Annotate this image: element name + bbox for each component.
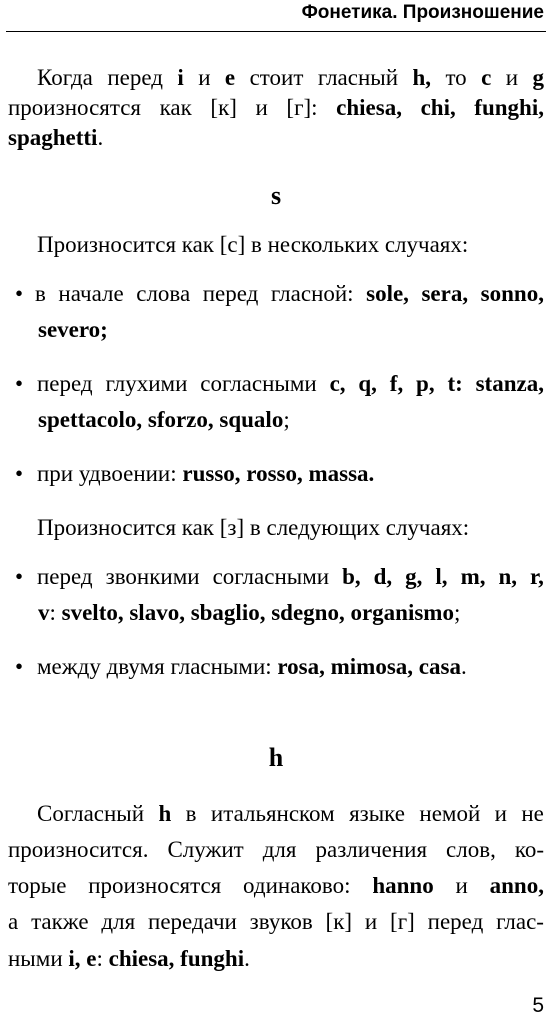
word: не — [521, 801, 544, 826]
letter: c, — [329, 371, 346, 396]
bullet-1-line-1 — [35, 280, 544, 307]
bullet-marker: • — [15, 564, 24, 589]
word: в — [35, 281, 46, 306]
word: и — [455, 873, 468, 898]
letter: p, — [416, 371, 435, 396]
example-word: stanza, — [475, 371, 544, 396]
example-words: russo, rosso, massa. — [182, 461, 375, 486]
bullet-text: между двумя гласными: — [37, 654, 278, 679]
letter-c: c — [481, 65, 492, 90]
word: перед — [107, 65, 163, 90]
letters: i, e — [68, 946, 97, 971]
word: гласной: — [270, 281, 354, 306]
word: и — [364, 909, 378, 934]
example-words: chiesa, funghi — [108, 946, 245, 971]
word: как — [159, 95, 192, 120]
punct: ; — [453, 600, 461, 625]
word: звонкими — [105, 564, 200, 589]
punct: . — [244, 946, 250, 971]
word: одинаково: — [243, 873, 351, 898]
example-word: hanno — [372, 873, 434, 898]
running-head: Фонетика. Произношение — [301, 2, 544, 23]
word: Служит — [167, 837, 244, 862]
word: ко- — [514, 837, 544, 862]
word: [г]: — [286, 95, 318, 120]
word: начале — [58, 281, 124, 306]
word: [к] — [210, 95, 237, 120]
word: глас- — [496, 909, 544, 934]
word: для — [262, 837, 297, 862]
example-word: sonno, — [480, 281, 544, 306]
word: Когда — [37, 65, 93, 90]
punct: . — [460, 654, 467, 679]
punct: . — [97, 125, 104, 150]
example-word: sole, — [366, 281, 409, 306]
example-word: anno, — [489, 873, 544, 898]
h-line-2 — [8, 836, 544, 863]
page-number: 5 — [532, 994, 544, 1017]
word: произносится. — [8, 837, 149, 862]
letter: g, — [405, 564, 423, 589]
s-voiceless-intro: Произносится как [с] в нескольких случаях: — [37, 232, 469, 257]
word: и — [198, 65, 211, 90]
c-g-line-3 — [8, 124, 103, 151]
example-word: funghi, — [474, 95, 544, 120]
section-heading-h: h — [268, 743, 284, 772]
word: звуков — [249, 909, 313, 934]
punct: ; — [283, 407, 290, 432]
letter-i: i — [177, 65, 184, 90]
example-word: chi, — [420, 95, 456, 120]
bullet-2-line-2 — [38, 406, 290, 433]
bullet-text: при удвоении: — [37, 461, 183, 486]
letter-h: h — [158, 801, 172, 826]
bullet-4-line-1 — [37, 563, 544, 590]
word: то — [445, 65, 467, 90]
word: языке — [349, 801, 405, 826]
word: согласными — [200, 371, 317, 396]
word: перед — [202, 281, 259, 306]
letter: r, — [530, 564, 544, 589]
example-word: severo; — [38, 317, 108, 342]
word: глухими — [105, 371, 188, 396]
word: произносятся — [8, 95, 141, 120]
bullet-marker: • — [15, 461, 24, 486]
c-g-line-2 — [8, 94, 544, 121]
bullet-4-line-2 — [38, 599, 460, 626]
word: и — [505, 65, 519, 90]
example-word: chiesa, — [336, 95, 402, 120]
bullet-2-line-1 — [37, 370, 544, 397]
word: в — [185, 801, 197, 826]
word: а — [8, 909, 19, 934]
word: [к] — [325, 909, 353, 934]
letter: q, — [358, 371, 377, 396]
h-line-4 — [8, 908, 544, 935]
letter: f, — [389, 371, 404, 396]
word: передачи — [148, 909, 237, 934]
example-word: spaghetti — [8, 125, 98, 150]
letter: d, — [373, 564, 393, 589]
word: для — [101, 909, 136, 934]
punct: : — [49, 600, 62, 625]
word: Согласный — [37, 801, 145, 826]
bullet-3-line-1 — [37, 460, 374, 487]
word: и — [255, 95, 268, 120]
s-voiced-intro: Произносится как [з] в следующих случаях: — [37, 515, 470, 540]
word: немой — [419, 801, 481, 826]
letter-t: t: — [447, 371, 463, 396]
text: ными — [8, 946, 69, 971]
letter-v: v — [38, 600, 50, 625]
punct: : — [96, 946, 109, 971]
bullet-marker: • — [15, 371, 24, 396]
word: различения — [315, 837, 428, 862]
word: перед — [427, 909, 484, 934]
h-line-1 — [37, 800, 544, 827]
bullet-marker: • — [15, 654, 24, 679]
word: и — [494, 801, 507, 826]
word: [г] — [390, 909, 415, 934]
word: торые — [8, 873, 67, 898]
example-word: sera, — [421, 281, 469, 306]
letter-g: g — [532, 65, 544, 90]
h-line-5 — [8, 945, 250, 972]
word: перед — [37, 371, 93, 396]
section-heading-s: s — [270, 181, 282, 210]
word: также — [31, 909, 89, 934]
word: перед — [37, 564, 93, 589]
word: слов, — [446, 837, 496, 862]
bullet-1-line-2 — [38, 316, 108, 343]
word: согласными — [212, 564, 330, 589]
word: итальянском — [210, 801, 335, 826]
word: стоит — [249, 65, 304, 90]
letter: m, — [460, 564, 486, 589]
letter: l, — [435, 564, 448, 589]
letter: b, — [342, 564, 361, 589]
bullet-5-line-1 — [37, 653, 467, 680]
h-line-3 — [8, 872, 544, 899]
letter-h: h, — [412, 65, 432, 90]
c-g-line-1 — [37, 64, 544, 91]
word: произносятся — [88, 873, 222, 898]
word: слова — [136, 281, 191, 306]
letter: n, — [498, 564, 518, 589]
example-words: rosa, mimosa, casa — [277, 654, 461, 679]
word: гласный — [317, 65, 399, 90]
letter-e: e — [224, 65, 236, 90]
header-rule — [6, 31, 546, 32]
example-words: svelto, slavo, sbaglio, sdegno, organismo — [61, 600, 454, 625]
example-words: spettacolo, sforzo, squalo — [38, 407, 284, 432]
bullet-marker: • — [15, 281, 24, 306]
